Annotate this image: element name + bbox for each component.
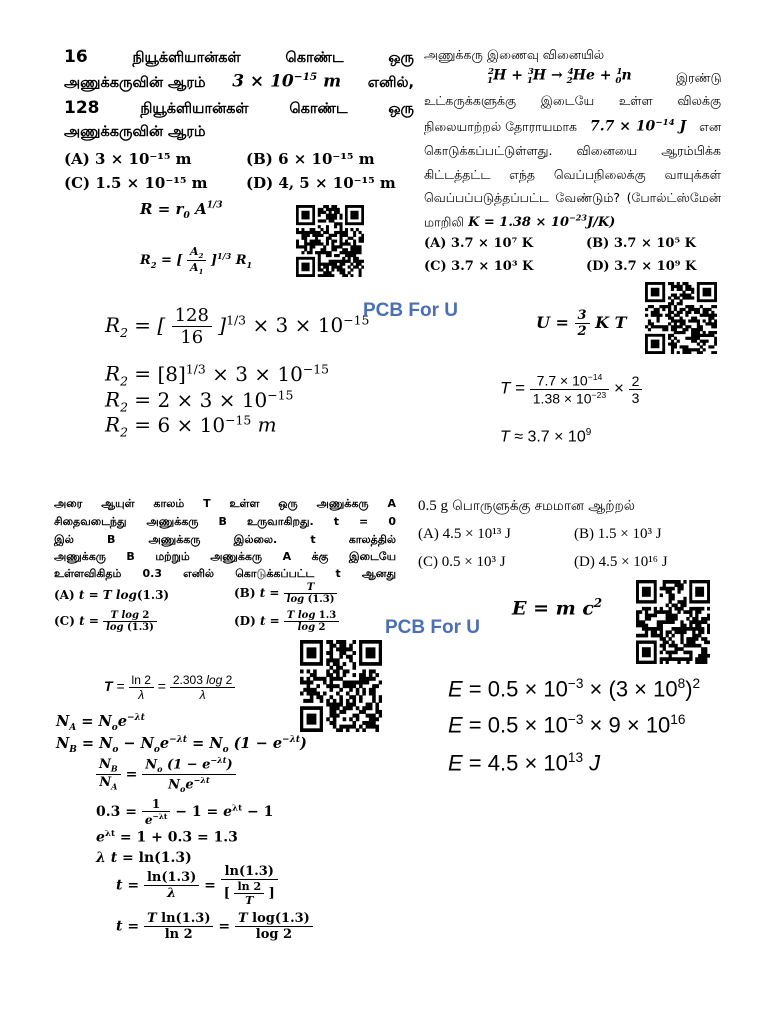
q3-option-a: (A) t = T log(1.3) xyxy=(54,588,170,602)
qr-code xyxy=(645,282,717,354)
q3-line: அரை ஆயுள் காலம் T உள்ள ஒரு அணுக்கரு A xyxy=(54,497,396,510)
q1-option-d: (D) 4, 5 × 10⁻¹⁵ m xyxy=(246,174,396,192)
formula-r2-result: $R_2 = 6 \times 10^{-15}$ m xyxy=(105,412,277,440)
formula-energy-step1: $E = 0.5 \times 10^{-3} \times (3 \times 10^8)^2$ xyxy=(448,676,701,702)
formula-na: $N_A = N_oe^{-\lambda t}$ xyxy=(56,713,145,733)
q4-option-d: (D) 4.5 × 10¹⁶ J xyxy=(574,554,668,570)
q2-line: கிட்டத்தட்ட எந்த வெப்பநிலைக்கு வாயுக்கள் xyxy=(424,167,721,182)
formula-r2-step2: $R_2 = [8]^{1/3} \times 3 \times 10^{-15}$ xyxy=(105,361,330,389)
qr-code xyxy=(296,205,364,277)
q1-word: நியூக்ளியான்கள் xyxy=(140,101,249,117)
q4-option-b: (B) 1.5 × 10³ J xyxy=(574,526,662,542)
q2-text: இரண்டு xyxy=(676,70,722,85)
q2-option-d: (D) 3.7 × 10⁹ K xyxy=(586,259,697,274)
watermark-text: PCB For U xyxy=(363,300,458,321)
q4-option-c: (C) 0.5 × 10³ J xyxy=(418,554,506,570)
q2-line: உட்கருக்களுக்கு இடையே உள்ள விலக்கு xyxy=(424,93,721,108)
q1-word: கொண்ட xyxy=(289,101,348,117)
q2-line: வெப்பப்படுத்தப்பட்ட வேண்டும்? (போல்ட்ஸ்மேன் xyxy=(424,190,721,205)
q2-line1: அணுக்கரு இணைவு வினையில் xyxy=(424,47,605,62)
q2-text: நிலையாற்றல் தோராயமாக xyxy=(424,118,578,134)
formula-energy-step2: $E = 0.5 \times 10^{-3} \times 9 \times 10^{16}$ xyxy=(448,712,686,738)
q3-line: சிதைவடைந்து அணுக்கரு B உருவாகிறது. t = 0 xyxy=(54,515,396,528)
q1-word: கொண்ட xyxy=(285,50,344,66)
q1-text: எனில், xyxy=(367,74,414,91)
formula-temperature-result: $T \approx 3.7 \times 10^9$ xyxy=(500,427,592,446)
q2-text: மாறிலி xyxy=(424,214,465,230)
q1-line3 xyxy=(64,98,414,119)
formula-energy-result: $E = 4.5 \times 10^{13}$ J xyxy=(448,750,601,776)
q3-line: இல் B அணுக்கரு இல்லை. t காலத்தில் xyxy=(54,533,396,546)
qr-code xyxy=(300,640,382,732)
q4-line1 xyxy=(418,498,635,516)
q1-line4: அணுக்கருவின் ஆரம் xyxy=(64,124,206,140)
q2-line xyxy=(424,213,615,231)
formula-u-kt: U = $\frac{3}{2}$ K T xyxy=(536,308,627,339)
formula-nb: $N_B = N_o - N_oe^{-\lambda t} = N_o$ $(1 - e^{-\lambda t})$ xyxy=(56,735,307,755)
formula-e-lambda-t: $e^{\lambda t} = 1 + 0.3 = 1.3$ xyxy=(96,829,238,846)
formula-e-mc2: E = m $c^2$ xyxy=(512,596,603,620)
formula-0-3: 0.3 = $\frac{1}{e^{-\lambda t}}$ − $1 = e^{\lambda t} - 1$ xyxy=(96,797,274,827)
q3-option-b: (B) t = $\frac{T}{\log (1.3)}$ xyxy=(234,582,337,605)
q2-option-a: (A) 3.7 × 10⁷ K xyxy=(424,236,534,251)
q3-option-c: (C) t = $\frac{\text{T log 2}}{\log (1.3)}$ xyxy=(54,610,157,633)
q1-option-c: (C) 1.5 × 10⁻¹⁵ m xyxy=(64,174,208,192)
q2-line xyxy=(424,118,721,136)
qr-code xyxy=(636,580,710,664)
q4-mass: 0.5 g xyxy=(418,498,448,514)
formula-half-life: T = $\frac{\ln 2}{\lambda}$ = $\frac{2.303 \log 2}{\lambda}$ xyxy=(104,673,235,702)
q3-line: உள்ளவிகிதம் 0.3 எனில் கொடுக்கப்பட்ட t ஆனது xyxy=(54,567,396,580)
formula-r2-step3: $R_2 = 2 \times 3 \times 10^{-15}$ xyxy=(105,387,294,415)
q1-line1 xyxy=(64,47,414,68)
q1-word: ஒரு xyxy=(388,101,414,117)
q1-number-128: 128 xyxy=(64,98,100,118)
formula-r-r0: $R = r_0$ $A^{1/3}$ xyxy=(140,200,223,221)
q2-line: கொடுக்கப்பட்டுள்ளது. வினையை ஆரம்பிக்க xyxy=(424,143,721,158)
formula-temperature: T = $\frac{7.7 \times 10^{-14}}{1.38 \times 10^{-23}}$ × $\frac{2}{3}$ xyxy=(500,372,642,406)
q2-option-c: (C) 3.7 × 10³ K xyxy=(424,259,534,274)
formula-t-final: t = $\frac{\text{T ln(1.3)}}{\ln 2}$ = $\frac{\text{T log(1.3)}}{\log 2}$ xyxy=(116,911,313,942)
q1-radius-value: $3 \times 10^{-15}$ m xyxy=(232,71,342,92)
watermark-text: PCB For U xyxy=(385,617,480,638)
question-number: 16 xyxy=(64,47,88,67)
q4-option-a: (A) 4.5 × 10¹³ J xyxy=(418,526,511,542)
formula-t-lambda: t = $\frac{\ln(1.3)}{\lambda}$ = ln(1.3) [ $\frac{\ln 2}{T}$ ] xyxy=(116,864,278,907)
formula-r2-ratio: $R_2$ = [ $\frac{A_2}{A_1}$ ]$^{1/3}$ $R_1$ xyxy=(140,245,253,277)
q2-reaction: $^2_1$H + $^3_1$H → $^4_2$He + $^1_0$n xyxy=(487,67,632,87)
q1-line2 xyxy=(64,71,414,93)
formula-lambda-t: λ t = ln(1.3) xyxy=(96,850,192,866)
q1-option-a: (A) 3 × 10⁻¹⁵ m xyxy=(64,150,192,168)
q3-option-d: (D) t = $\frac{\text{T log 1.3}}{\log 2}$ xyxy=(234,610,339,633)
formula-r2-step1: $R_2$ = [ $\frac{128}{16}$ ]$^{1/3} \times 3 \times 10^{-15}$ xyxy=(105,305,370,348)
q1-word: நியூக்ளியான்கள் xyxy=(132,50,241,66)
q4-text: பொருளுக்கு சமமான ஆற்றல் xyxy=(452,498,635,514)
q3-line: அணுக்கரு B மற்றும் அணுக்கரு A க்கு இடையே xyxy=(54,550,396,563)
q1-text: அணுக்கருவின் ஆரம் xyxy=(64,74,206,91)
formula-ratio: $\frac{N_B}{N_A}$ = $\frac{N_o (1 - e^{-\lambda t})}{N_oe^{-\lambda t}}$ xyxy=(96,755,236,794)
q2-option-b: (B) 3.7 × 10⁵ K xyxy=(586,236,696,251)
q1-word: ஒரு xyxy=(388,50,414,66)
q1-option-b: (B) 6 × 10⁻¹⁵ m xyxy=(246,150,375,168)
q2-energy-value: $7.7 \times 10^{-14}$ J xyxy=(589,118,687,135)
q2-text: என xyxy=(699,118,721,134)
q2-boltzmann: $K = 1.38 \times 10^{-23}J/K$) xyxy=(468,213,616,231)
